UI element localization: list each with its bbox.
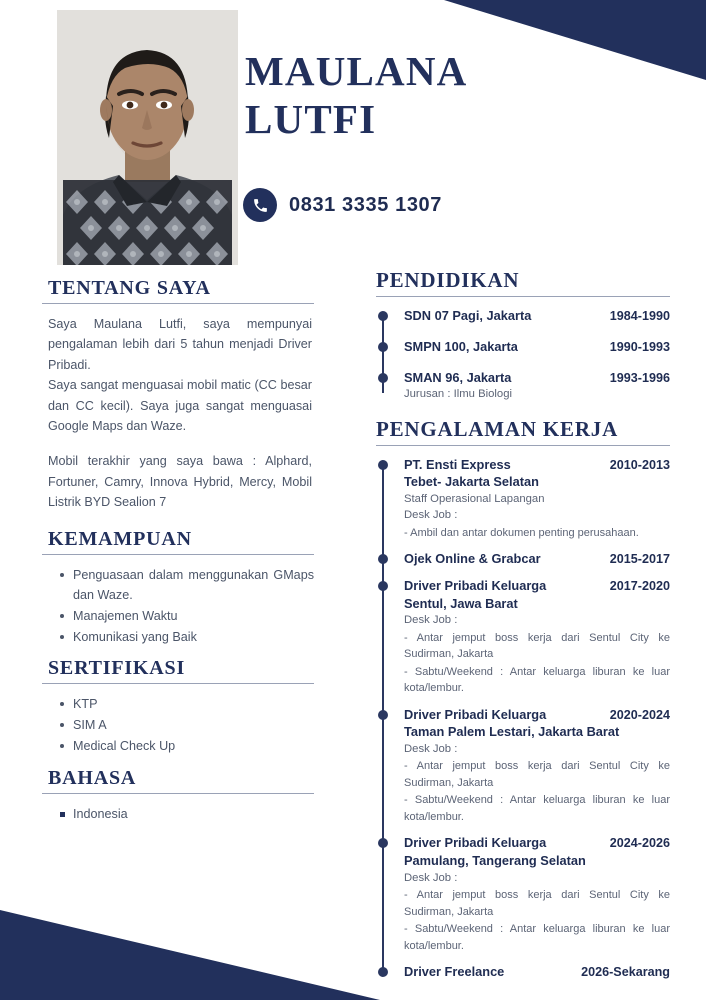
experience-title: PT. Ensti Express [404,456,511,472]
portrait-photo-graphic [57,10,238,265]
experience-desk-label: Desk Job : [404,742,458,755]
name-line-2: LUTFI [245,95,377,142]
experience-location: Pamulang, Tangerang Selatan [404,852,586,868]
experience-divider [376,445,670,446]
section-education [376,268,670,403]
experience-years: 2017-2020 [609,578,670,593]
section-language [42,766,314,824]
name-line-1: MAULANA [245,48,468,94]
experience-duty: - Antar jemput boss kerja dari Sentul City ke Sudirman, Jakarta [404,760,670,789]
education-school: SMPN 100, Jakarta [404,338,518,354]
bottom-left-triangle-decoration [0,910,380,1000]
education-years: 1993-1996 [609,370,670,385]
experience-location: Tebet- Jakarta Selatan [404,474,539,490]
experience-title: Ojek Online & Grabcar [404,551,541,567]
right-column [376,268,670,990]
experience-timeline [376,456,670,981]
skills-divider [42,554,314,555]
list-item: Medical Check Up [60,736,314,756]
education-entry [404,369,670,403]
language-divider [42,793,314,794]
about-paragraph: Saya Maulana Lutfi, saya mempunyai pengalaman lebih dari 5 tahun menjadi Driver Pribadi. [48,317,312,372]
education-years: 1990-1993 [609,339,670,354]
about-heading: TENTANG SAYA [48,277,211,299]
experience-duty: - Ambil dan antar dokumen penting perusahaan. [404,526,639,539]
list-item: Penguasaan dalam menggunakan GMaps dan Waze. [60,565,314,605]
section-about [42,276,314,513]
experience-location: Taman Palem Lestari, Jakarta Barat [404,724,620,740]
education-school: SMAN 96, Jakarta [404,369,512,385]
skills-heading: KEMAMPUAN [48,527,192,550]
education-divider [376,296,670,297]
certification-heading: SERTIFIKASI [48,657,186,680]
experience-title: Driver Pribadi Keluarga [404,577,547,593]
left-column [42,276,314,838]
list-item: SIM A [60,715,314,735]
skills-list [42,565,314,648]
education-major: Jurusan : Ilmu Biologi [404,388,512,401]
experience-desk-label: Desk Job : [404,509,458,522]
experience-duty: - Antar jemput boss kerja dari Sentul City ke Sudirman, Jakarta [404,889,670,918]
list-item: KTP [60,694,314,714]
portrait-photo [57,10,238,265]
certification-divider [42,683,314,684]
experience-title: Driver Freelance [404,964,505,979]
list-item: Manajemen Waktu [60,606,314,626]
experience-desk-label: Desk Job : [404,614,458,627]
experience-location: Sentul, Jawa Barat [404,595,518,611]
about-paragraph: Mobil terakhir yang saya bawa : Alphard, Fortuner, Camry, Innova Hybrid, Mercy, Mobil Listrik BYD Sealion 7 [48,454,312,510]
experience-years: 2024-2026 [609,836,670,851]
experience-years: 2010-2013 [609,457,670,472]
experience-years: 2026-Sekarang [581,965,670,979]
education-entry [404,338,670,356]
experience-years: 2015-2017 [609,552,670,567]
experience-entry [404,456,670,542]
experience-duty: - Sabtu/Weekend : Antar keluarga liburan ke luar kota/lembur. [404,665,670,695]
experience-entry [404,963,670,981]
list-item: Indonesia [60,804,314,824]
experience-entry [404,550,670,568]
education-entry [404,307,670,325]
about-paragraph: Saya sangat menguasai mobil matic (CC besar dan CC kecil). Saya juga sangat menguasai Google Maps dan Waze. [48,378,312,433]
contact-phone[interactable] [243,188,442,222]
experience-duty: - Sabtu/Weekend : Antar keluarga liburan ke luar kota/lembur. [404,923,670,952]
experience-years: 2020-2024 [609,707,670,722]
experience-entry [404,577,670,697]
phone-icon [243,188,277,222]
education-heading: PENDIDIKAN [376,268,520,292]
experience-title: Driver Pribadi Keluarga [404,835,547,851]
certification-list [42,694,314,756]
education-years: 1984-1990 [609,309,670,324]
section-certification [42,656,314,756]
experience-duty: - Antar jemput boss kerja dari Sentul City ke Sudirman, Jakarta [404,631,670,661]
experience-entry [404,834,670,954]
education-school: SDN 07 Pagi, Jakarta [404,308,532,324]
section-skills [42,527,314,648]
language-list [42,804,314,824]
language-heading: BAHASA [48,766,137,789]
experience-title: Driver Pribadi Keluarga [404,706,547,722]
experience-heading: PENGALAMAN KERJA [376,416,619,441]
experience-duty: - Sabtu/Weekend : Antar keluarga liburan ke luar kota/lembur. [404,794,670,823]
experience-entry [404,706,670,826]
page-title [245,48,545,144]
experience-desk-label: Desk Job : [404,871,458,884]
about-divider [42,303,314,304]
education-timeline [376,307,670,402]
section-experience [376,417,670,981]
list-item: Komunikasi yang Baik [60,627,314,647]
phone-number: 0831 3335 1307 [289,193,442,216]
experience-role: Staff Operasional Lapangan [404,493,545,506]
